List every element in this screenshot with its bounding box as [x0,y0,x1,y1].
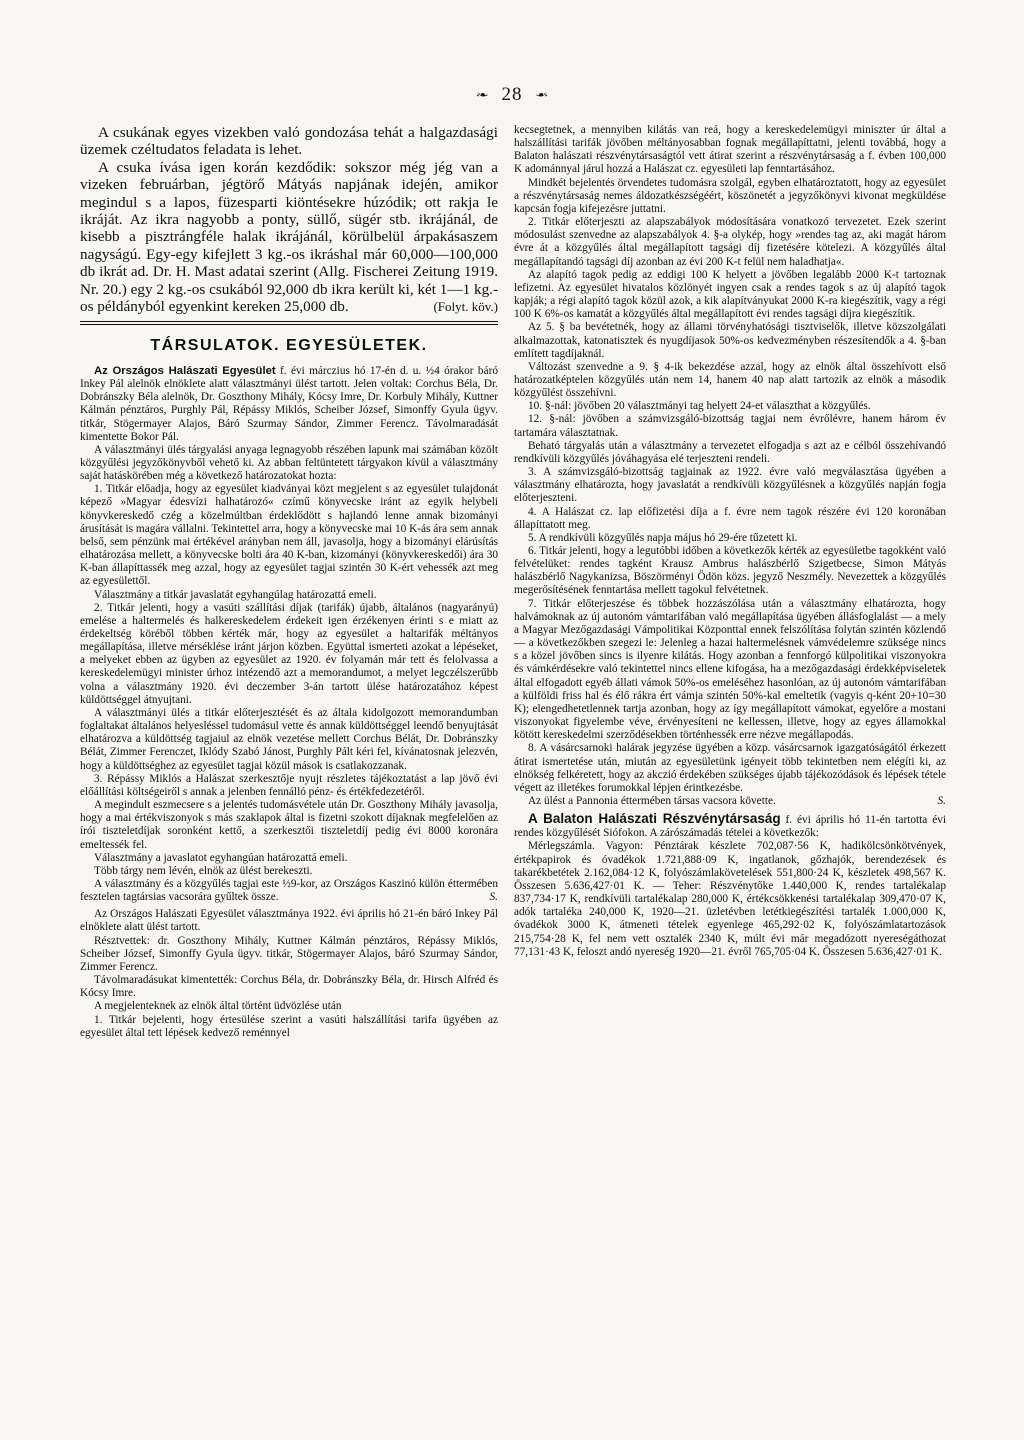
signature: S. [489,891,498,904]
right-paragraph-13: 6. Titkár jelenti, hogy a legutóbbi időben a következők kérték az egyesületbe tagokként való felvételüket: rendes tagként Krausz Ambrus halászbérlő Szigetbecse, Simon Mátyás halászbérlő Nagykanizsa, Böszörményi Ödön közs. jegyző Neszmély. Nevezettek a közgyűlés megerősítésének fenntartása mellett tagokul felvétetnek. [514,545,946,597]
intro-paragraph-2: A csuka ívása igen korán kezdődik: sokszor még jég van a vizeken februárban, jégtörő Mátyás napjának idején, amikor megindul s a lapos, füzesparti kiöntésekre húzódik; ott rakja le ikráját. Az ikra nagyobb a ponty, süllő, sügér stb. ikrájánál, de kisebb a pisztrángféle halak ikrájánál, körülbelül árpakásaszem nagyságú. Egy-egy kifejlett 3 kg.-os ikráshal már 60,000—100,000 db ikrát ad. Dr. H. Mast adatai szerint (Allg. Fischerei Zeitung 1919. Nr. 20.) egy 2 kg.-os csukából 92,000 db ikra került ki, két 1—1 kg.-os példányból egyenkint kereken 25,000 db. [80,158,499,316]
right-paragraph-3: 2. Titkár előterjeszti az alapszabályok módosítására vonatkozó tervezetet. Ezek szerint módosulást szenvedne az alapszabályok 4. §-a olykép, hogy »rendes tag az, aki magát három évre át a közgyűlés által megállapított tagsági díj fizetésére kötelezi. A közgyűlés által megállapítandó tagsági díj azonban az évi 200 K-t felül nem haladhatja«. [514,216,946,268]
page-number: 28 [501,84,523,105]
news-paragraph-16: 1. Titkár bejelenti, hogy értesülése szerint a vasúti halszállítási tarifa ügyében az egyesület által tett lépések kedvező reménnyel [80,1013,498,1039]
section-title: TÁRSULATOK. EGYESÜLETEK. [150,336,428,354]
news-paragraph-7: 3. Répássy Miklós a Halászat szerkesztője nyujt részletes tájékoztatást a lap jövő évi előállítási költségeiről s annak a jelenben fennálló pénz- és értékfedezetéről. [80,772,498,798]
right-paragraph-4: Az alapító tagok pedig az eddigi 100 K helyett a jövőben legalább 2000 K-t tartoznak lefizetni. Az egyesület hivatalos közlönyét ingyen csak a rendes tagok s az új alapító tagok kapják; a régi alapító tagok közül azok, a kik alapítványukat 2000 K-ra kiegészítik, vagy a régi 100 K 6%-os kamatát a közgyűlés által megállapított évi rendes tagsági díjra kiegészítik. [514,268,946,321]
balaton-paragraph: A Balaton Halászati Részvénytársaság f. évi április hó 11-én tartotta évi rendes közgyűlését Siófokon. A zárószámadás tételei a következők: [514,811,947,840]
news-paragraph-10: Több tárgy nem lévén, elnök az ülést berekeszti. [94,864,313,877]
signature-2: S. [937,794,946,807]
news-paragraph-8: A megindult eszmecsere s a jelentés tudomásvétele után Dr. Goszthony Mihály javasolja, hogy a mai értékviszonyok s más szaklapok által is fizetni szokott díjaknak megfelelően az írói tiszteletdíjak soronként kettő, a szerkesztői tiszteletdíj pedig évi 8000 koronára emeltessék fel. [80,799,498,851]
right-paragraph-2: Mindkét bejelentés örvendetes tudomásra szolgál, egyben elhatároztatott, hogy az egyesület a részvénytársaság nemes áldozatkészségéért, köszönetét a jegyzőkönyvi kivonat megküldése kapcsán fogja kifejezésre juttatni. [514,176,946,215]
ornament-right-icon: ❧ [534,90,549,101]
news-paragraph-15: A megjelenteknek az elnök által történt üdvözlése után [94,1000,342,1013]
org-heading: Az Országos Halászati Egyesület [94,364,276,377]
right-paragraph-5: Az 5. § ba bevétetnék, hogy az állami törvényhatósági tisztviselők, illetve közszolgálati alkalmazottak, katonatisztek és nyugdíjasok 50%-os kedvezményben részesítendők a 4. §-ban említett tagdíjaknál. [514,321,946,360]
left-column [80,124,498,1040]
ornament-left-icon: ❧ [475,90,490,101]
article-continuation [80,124,498,316]
news-paragraph-1: Az Országos Halászati Egyesület f. évi márczius hó 17-én d. u. ½4 órakor báró Inkey Pál alelnök elnöklete alatt választmányi ülést tartott. Jelen voltak: Corchus Béla, Dr. Dobránszky Béla alelnök, Dr. Goszthony Mihály, Kócsy Imre, Dr. Korbuly Mihály, Kuttner Kálmán pénztáros, Purghly Pál, Répássy Miklós, Scheiber József, Simonffy Gyula ügyv. titkár, Stögermayer Alajos, Báró Szurmay Sándor, Zimmer Ferencz. Távolmaradását kimentette Bokor Pál. [80,364,498,443]
right-paragraph-8: 12. §-nál: jövőben a számvizsgáló-bizottság tagjai nem évrőlévre, hanem három év tartamára választatnak. [514,413,946,439]
news-paragraph-9: Választmány a javaslatot egyhangúan határozattá emeli. [94,851,348,864]
intro-paragraph-1: A csukának egyes vizekben való gondozása tehát a halgazdasági üzemek czéltudatos feladata is lehet. [80,124,498,159]
right-paragraph-15: 8. A vásárcsarnoki halárak jegyzése ügyében a közp. vásárcsarnok igazgatóságától érkezett átirat ismertetése után, miután az egyesületünk igényeit több tekintetben nem elégíti ki, az elnökség felkéretett, hogy az akczió érdekében szükséges újabb tájékozódások és lépések tétele végett az illetékes forumokkal lépjen érintkezésbe. [514,742,946,794]
page-header [0,84,1024,106]
right-paragraph-1: kecsegtetnek, a mennyiben kilátás van reá, hogy a kereskedelemügyi miniszter úr által a halszállítási tarifák jövőben méltányosabban fognak megállapíttatni, jelenti továbbá, hogy a Balaton halászati részvénytársaságtól vett átirat szerint a részvénytársaság a f. évben 100,000 K adománnyal járul hozzá a Halászat cz. egyesületi lap fenntartásához. [514,124,946,176]
news-paragraph-4: Választmány a titkár javaslatát egyhangúlag határozattá emeli. [94,588,377,601]
right-column [514,124,946,959]
news-paragraph-3: 1. Titkár előadja, hogy az egyesület kiadványai közt megjelent s az egyesület tulajdonát képező »Magyar édesvízi halhatározó« czímű könyvecske iránt az egyik helybeli könyvkereskedő czég a közelmúltban érdeklődött s hajlandó lenne annak bizományi árusítását is magára vállalni. Tekintettel arra, hogy a könyvecske mai 10 K-ás ára sem annak belső, sem pénzünk mai értékével arányban nem áll, javasolja, hogy a bizományi elárúsítás elhatározása mellett, a könyvecske bolti ára 40 K-ban, kizományi (könyvkereskedői) ára 30 K-ban állapíttassék meg azzal, hogy az egyesület tagjai szintén 30 K-ért vehessék azt meg az egyesülettől. [80,483,498,588]
news-paragraph-11: A választmány és a közgyűlés tagjai este ½9-kor, az Országos Kaszinó külön éttermében fesztelen tagtársias vacsorára gyűltek össze. S. [80,877,498,904]
right-paragraph-10: 3. A számvizsgáló-bizottság tagjainak az 1922. évre való megválasztása ügyében a választmány elhatározta, hogy javaslatát a rendkívüli közgyűlésnek a közgyűlés napján fogja előterjeszteni. [514,466,946,505]
news-paragraph-12: Az Országos Halászati Egyesület választmánya 1922. évi április hó 21-én báró Inkey Pál elnöklete alatt ülést tartott. [80,908,498,934]
right-paragraph-16: Az ülést a Pannonia éttermében társas vacsora követte. S. [528,794,946,807]
right-paragraph-11: 4. A Halászat cz. lap előfizetési díja a f. évre nem tagok részére évi 120 koronában állapíttatott meg. [514,505,946,531]
news-paragraph-2: A választmányi ülés tárgyalási anyaga legnagyobb részében lapunk mai számában közölt közgyűlési jegyzőkönyvből vehető ki. Az abban feltüntetett tárgyakon kívül a választmány saját hatáskörében még a következő határozatokat hozta: [80,443,498,483]
right-paragraph-7: 10. §-nál: jövőben 20 választmányi tag helyett 24-et választhat a közgyűlés. [528,400,871,413]
right-paragraph-12: 5. A rendkívüli közgyűlés napja május hó 29-ére tűzetett ki. [528,531,798,544]
news-paragraph-13: Résztvettek: dr. Goszthony Mihály, Kuttner Kálmán pénztáros, Répássy Miklós, Scheiber József, Simonffy Gyula ügyv. titkár, Stögermayer Alajos, báró Szurmay Sándor, Zimmer Ferencz. [80,934,498,973]
balance-sheet: Mérlegszámla. Vagyon: Pénztárak készlete 702,087·56 K, hadikölcsönkötvények, értékpapirok és óvadékok 1.721,888·09 K, ingatlanok, gőzhajók, berendezések és takarékbetétek 2.162,084·12 K, folyószámlakövetelések 551,800·24 K, készletek 498,567 K. Összesen 5.636,427·01 K. — Teher: Részvénytőke 1.440,000 K, rendes tartalékalap 837,734·17 K, rendkívüli tartalékalap 280,000 K, értékcsökkenési tartalékalap 309,470·07 K, adók tartaléka 240,000 K, 1920—21. üzletévben letétkiegészítési tartalék 1.000,000 K, óvadékok 3000 K, átmeneti tételek egyenlege 465,292·02 K, folyószámlatartozások 215,754·28 K, fel nem vett osztalék 2340 K, múlt évi már megadózott nyereségáthozat 77,131·43 K, feloszt andó nyereség 1920—21. évről 765,705·04 K. Összesen 5.636,427·01 K. [514,840,946,958]
left-news [80,365,498,1040]
news-paragraph-14: Távolmaradásukat kimentették: Corchus Béla, dr. Dobránszky Béla, dr. Hirsch Alfréd és Kócsy Imre. [80,974,498,1000]
right-paragraph-9: Beható tárgyalás után a választmány a tervezetet elfogadja s azt az e célból összehívandó rendkívüli közgyűlés jóváhagyása elé terjeszteni rendeli. [514,439,946,465]
section-divider [80,321,498,325]
right-paragraph-6: Változást szenvedne a 9. § 4-ik bekezdése azzal, hogy az elnök által összehívott első határozatképtelen közgyűlés után nem 14, hanem 40 nap alatt tartozik az elnök a második közgyűlést összehívni. [514,360,946,400]
right-paragraph-14: 7. Titkár előterjeszése és többek hozzászólása után a választmány elhatározta, hogy halvámoknak az új autonóm vámtarifában való megállapítása ügyében állásfoglalást — a mely a Magyar Mezőgazdasági Vámpolitikai Központtal ennek felszólítása folytán szintén közlendő — a következőkben szegezi le: Jelenleg a hazai haltermelésnek vámvédelemre szüksége nincs s a közel jövőben sincs is ilyenre kilátás. Hogy azonban a fennforgó külpolitikai viszonyokra és vámkérdésekre való tekintettel nincs ellene kifogása, ha a mezőgazdasági érdekképviseletek által elfogadott egyéb állati vámok 50%-os emeléséhez hasonlóan, az új autonóm vámtarifában a külföldi friss hal és élő rákra ért vámja szintén 50%-kal emeltetik (vagyis q-ként 20+10=30 K); elengedhetetlennek tartja azonban, hogy az így megállapított vámokat, egyelőre a mostani viszonyokat figyelembe véve, érvényesíteni ne kellessen, illetve, hogy az egyes államokkal kötött kereskedelmi szerződésekben történhessék erre nézve megállapodás. [514,597,946,742]
news-paragraph-6: A választmányi ülés a titkár előterjesztését és az általa kidolgozott memorandumban foglaltakat általános helyesléssel tudomásul vette és annak küldöttséggel leendő benyujtását elhatározva a küldöttség tagjaiul az elnök vezetése mellett Corchus Bélát, Dr. Dobránszky Bélát, Zimmer Ferenczet, Iklódy Szabó Jánost, Purghly Pált kéri fel, kívánatosnak jelezvén, hogy a küldöttséghez az egyesület tagjai közül mások is csatlakozzanak. [80,706,498,772]
balaton-heading: A Balaton Halászati Részvénytársaság [528,811,781,827]
news-paragraph-5: 2. Titkár jelenti, hogy a vasúti szállítási díjak (tarifák) újabb, általános (nagyarányú) emelése a haltermelés és halkereskedelem érdekeit igen érzékenyen érinti s e miatt az érdekeltség köréből többen kérték már, hogy az egyesület a haltarifák méltányos megállapítása, illetve mérséklése iránt járjon közben. Együttal ismerteti azokat a lépéseket, a melyeket ebben az ügyben az egyesület az 1920. év folyamán már tett és felolvassa a kereskedelemügyi minister úrhoz intézendő azt a memorandumot, a melyet legczélszerűbb volna a választmány 1920. évi deczember 3-án tartott ülése határozatához képest küldöttséggel átnyujtani. [80,601,498,706]
continued-note: (Folyt. köv.) [433,299,498,315]
